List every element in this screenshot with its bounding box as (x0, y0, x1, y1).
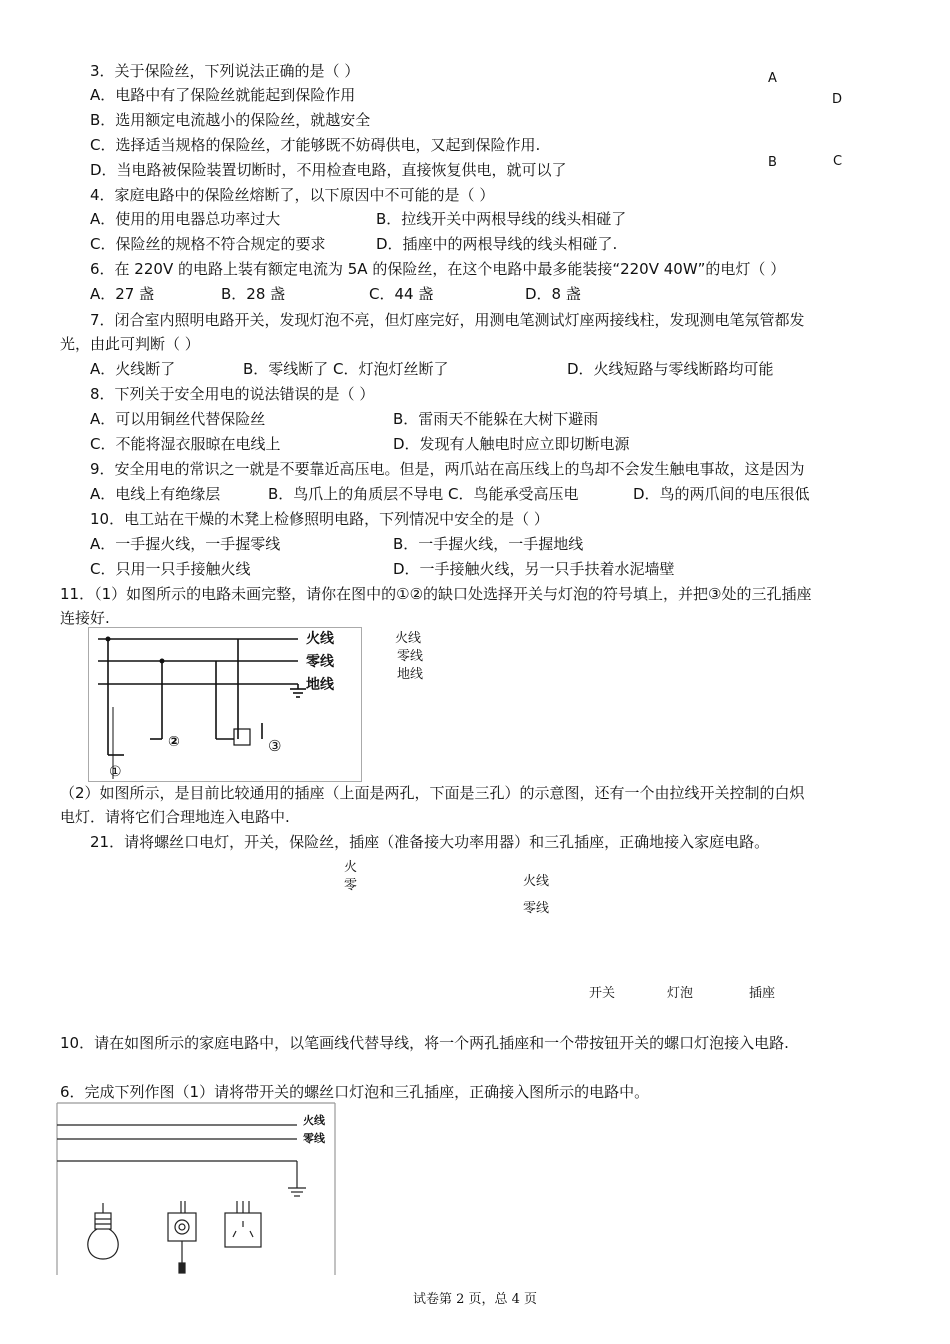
q8-option-d: D．发现有人触电时应立即切断电源 (393, 435, 630, 453)
q7-option-d: D．火线短路与零线断路均可能 (567, 360, 774, 378)
q8-option-a: A．可以用铜丝代替保险丝 (90, 410, 266, 428)
fig11-ground-label: 地线 (306, 677, 334, 693)
q10b-stem: 10．请在如图所示的家庭电路中，以笔画线代替导线，将一个两孔插座和一个带按钮开关的螺口灯泡接入电路. (60, 1034, 789, 1052)
q8-option-c: C．不能将湿衣服晾在电线上 (90, 435, 281, 453)
q6-option-a: A．27 盏 (90, 285, 155, 303)
q6-option-d: D．8 盏 (525, 285, 581, 303)
q3-option-a: A．电路中有了保险丝就能起到保险作用 (90, 86, 356, 104)
q10-option-c: C．只用一只手接触火线 (90, 560, 251, 578)
q10-stem: 10．电工站在干燥的木凳上检修照明电路，下列情况中安全的是（ ） (90, 510, 549, 528)
fig11-side-neutral: 零线 (397, 649, 424, 664)
q4-option-a: A．使用的用电器总功率过大 (90, 210, 281, 228)
fig6-fire-label: 火线 (303, 1114, 325, 1127)
q9-option-bc: B．鸟爪上的角质层不导电 C．鸟能承受高压电 (268, 485, 579, 503)
corner-letter-b: B (768, 155, 777, 170)
fig11-mark-2: ② (168, 734, 180, 750)
q7-option-bc: B．零线断了 C．灯泡灯丝断了 (243, 360, 449, 378)
q3-option-c: C．选择适当规格的保险丝，才能够既不妨碍供电，又起到保险作用. (90, 136, 541, 154)
q7-stem-line1: 7．闭合室内照明电路开关，发现灯泡不亮，但灯座完好，用测电笔测试灯座两接线柱，发现测电笔氖管都发 (90, 311, 805, 329)
q6-stem: 6．在 220V 的电路上装有额定电流为 5A 的保险丝，在这个电路中最多能装接“220V 40W”的电灯（ ） (90, 260, 786, 278)
fig11-mark-3: ③ (268, 737, 282, 755)
fig21-right-fire: 火线 (523, 874, 550, 889)
q9-option-d: D．鸟的两爪间的电压很低 (633, 485, 810, 503)
fig11-neutral-label: 零线 (306, 654, 334, 670)
fig11-side-ground: 地线 (397, 667, 424, 682)
q7-option-a: A．火线断了 (90, 360, 176, 378)
q6-option-c: C．44 盏 (369, 285, 434, 303)
q3-option-b: B．选用额定电流越小的保险丝，就越安全 (90, 111, 371, 129)
corner-letter-c: C (833, 154, 843, 169)
q11-part1-line1: 11．（1）如图所示的电路未画完整，请你在图中的①②的缺口处选择开关与灯泡的符号填上，并把③处的三孔插座 (60, 585, 812, 603)
fig21-bulb-label: 灯泡 (667, 986, 694, 1001)
q3-option-d: D．当电路被保险装置切断时，不用检查电路，直接恢复供电，就可以了 (90, 161, 567, 179)
q21-stem: 21．请将螺丝口电灯，开关，保险丝，插座（准备接大功率用器）和三孔插座，正确地接入家庭电路。 (90, 833, 770, 851)
q6-option-b: B．28 盏 (221, 285, 286, 303)
fig11-circuit (88, 627, 360, 780)
fig11-fire-label: 火线 (306, 631, 334, 647)
page-footer: 试卷第 2 页，总 4 页 (412, 1292, 538, 1307)
q4-option-d: D．插座中的两根导线的线头相碰了. (376, 235, 618, 253)
fig21-socket-label: 插座 (749, 986, 776, 1001)
q4-stem: 4．家庭电路中的保险丝熔断了，以下原因中不可能的是（ ） (90, 186, 495, 204)
corner-letter-a: A (768, 71, 777, 86)
fig6-circuit (57, 1103, 337, 1279)
fig11-side-fire: 火线 (395, 631, 422, 646)
q8-option-b: B．雷雨天不能躲在大树下避雨 (393, 410, 599, 428)
q10-option-a: A．一手握火线，一手握零线 (90, 535, 281, 553)
q11-part2-line2: 电灯．请将它们合理地连入电路中. (60, 808, 290, 826)
fig21-switch-label: 开关 (589, 986, 616, 1001)
q11-part2-line1: （2）如图所示，是目前比较通用的插座（上面是两孔，下面是三孔）的示意图，还有一个由拉线开关控制的白炽 (60, 784, 805, 802)
q11-part1-line2: 连接好. (60, 609, 110, 627)
fig11-mark-1: ① (109, 764, 122, 780)
fig21-right-neutral: 零线 (523, 901, 550, 916)
q10-option-b: B．一手握火线，一手握地线 (393, 535, 584, 553)
q4-option-c: C．保险丝的规格不符合规定的要求 (90, 235, 326, 253)
fig6-neutral-label: 零线 (303, 1132, 325, 1145)
fig21-left-fire: 火 (344, 860, 358, 875)
corner-letter-d: D (832, 92, 843, 107)
q7-stem-line2: 光，由此可判断（ ） (60, 335, 200, 353)
fig21-left-neutral: 零 (344, 878, 358, 893)
q9-stem: 9．安全用电的常识之一就是不要靠近高压电。但是，两爪站在高压线上的鸟却不会发生触电事故，这是因为 (90, 460, 805, 478)
q4-option-b: B．拉线开关中两根导线的线头相碰了 (376, 210, 627, 228)
q9-option-a: A．电线上有绝缘层 (90, 485, 221, 503)
q8-stem: 8．下列关于安全用电的说法错误的是（ ） (90, 385, 375, 403)
q10-option-d: D．一手接触火线，另一只手扶着水泥墙壁 (393, 560, 675, 578)
q6b-stem: 6．完成下列作图（1）请将带开关的螺丝口灯泡和三孔插座，正确接入图所示的电路中。 (60, 1083, 650, 1101)
q3-stem: 3．关于保险丝，下列说法正确的是（ ） (90, 62, 360, 80)
